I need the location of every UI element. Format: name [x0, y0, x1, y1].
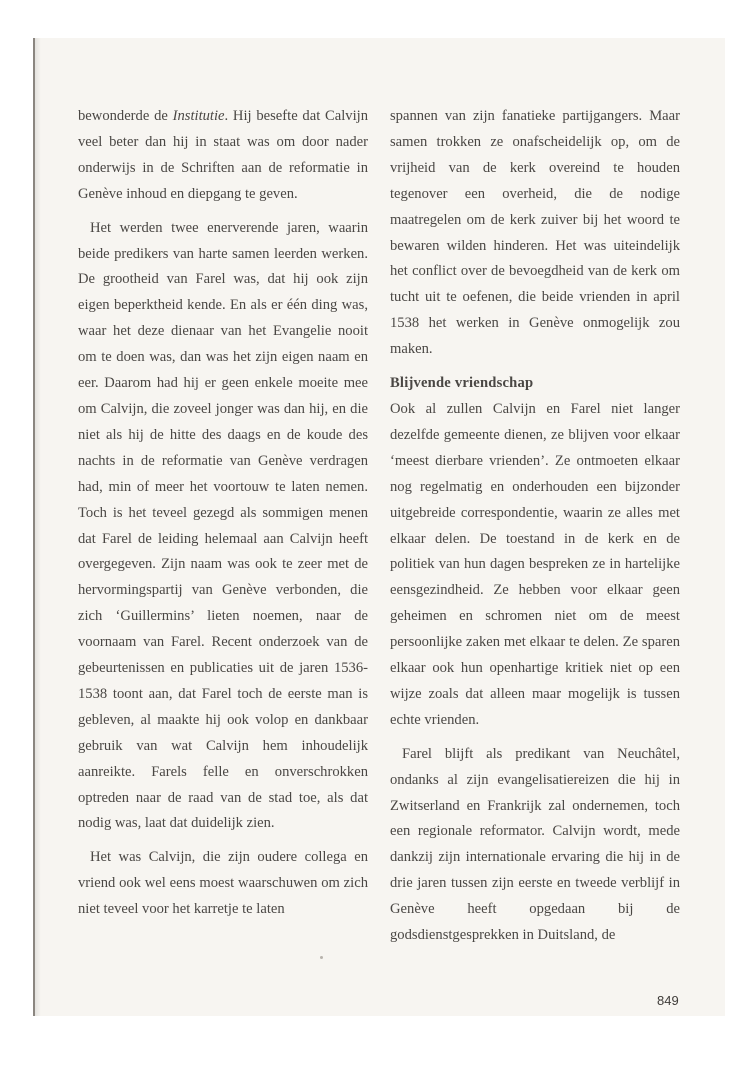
right-paragraph-3: Farel blijft als predikant van Neuchâtel, ondanks al zijn evangelisatiereizen die hij in Zwitserland en Frankrijk zal ondernemen, toch een regionale reformator. Calvijn wordt, mede dankzij zijn internationale ervaring die hij in de drie jaren tussen zijn eerste en tweede verblijf in Genève heeft opgedaan bij de godsdienstgesprekken in Duitsland, de	[390, 745, 680, 944]
left-paragraph-3: Het was Calvijn, die zijn oudere collega en vriend ook wel eens moest waarschuwen om zich niet teveel voor het karretje te laten	[78, 849, 368, 918]
right-paragraph-1: spannen van zijn fanatieke partijgangers. Maar samen trokken ze onafscheidelijk op, om de vrijheid van de kerk overeind te houden tegenover een overheid, die de nodige maatregelen om de kerk zuiver bij het woord te bewaren wilden hinderen. Het was uiteindelijk het conflict over de bevoegdheid van de kerk om tucht uit te oefenen, die beide vrienden in april 1538 het werken in Genève onmogelijk zou maken.	[390, 108, 680, 358]
page-speck	[320, 956, 323, 959]
right-column	[390, 104, 680, 949]
right-paragraph-2: Ook al zullen Calvijn en Farel niet langer dezelfde gemeente dienen, ze blijven voor elkaar ‘meest dierbare vrienden’. Ze ontmoeten elkaar nog regelmatig en onderhouden een bijzonder uitgebreide correspondentie, waarin ze alles met elkaar delen. De toestand in de kerk en de politiek van hun dagen bespreken ze in hartelijke eensgezindheid. Ze hebben voor elkaar geen geheimen en schromen niet om de meest persoonlijke zaken met elkaar te delen. Ze sparen elkaar ook hun openhartige kritiek niet op een wijze zoals dat alleen maar mogelijk is tussen echte vrienden.	[390, 400, 680, 728]
left-p1-text-end: . Hij besefte dat Calvijn veel beter dan hij in staat was om door nader onderwijs in de Schriften aan de reformatie in Genève inhoud en diepgang te geven.	[78, 108, 368, 202]
left-p1-italic-title: Institutie	[172, 108, 225, 124]
spine-shadow	[35, 38, 41, 1016]
left-paragraph-1	[78, 104, 368, 208]
page-number: 849	[657, 993, 679, 1008]
left-p1-text-start: bewonderde de	[78, 108, 173, 124]
left-paragraph-2: Het werden twee enerverende jaren, waarin beide predikers van harte samen leerden werken. De grootheid van Farel was, dat hij ook zijn eigen beperktheid kende. En als er één ding was, waar het deze dienaar van het Evangelie nooit om te doen was, dan was het zijn eigen naam en eer. Daarom had hij er geen enkele moeite mee om Calvijn, die zoveel jonger was dan hij, en die niet als hij de hitte des daags en de koude des nachts in de reformatie van Genève verdragen had, min of meer het voortouw te laten nemen. Toch is het teveel gezegd als sommigen menen dat Farel de leiding helemaal aan Calvijn heeft overgegeven. Zijn naam was ook te zeer met de hervormingspartij van Genève verbonden, die zich ‘Guillermins’ lieten noemen, naar de voornaam van Farel. Recent onderzoek van de gebeurtenissen en publicaties uit de jaren 1536-1538 toont aan, dat Farel toch de eerste man is gebleven, al maakte hij ook volop en dankbaar gebruik van wat Calvijn hem inhoudelijk aanreikte. Farels felle en onverschrokken optreden naar de raad van de stad toe, als dat nodig was, laat dat duidelijk zien.	[78, 219, 368, 832]
section-heading: Blijvende vriendschap	[390, 375, 534, 392]
left-column	[78, 104, 368, 923]
